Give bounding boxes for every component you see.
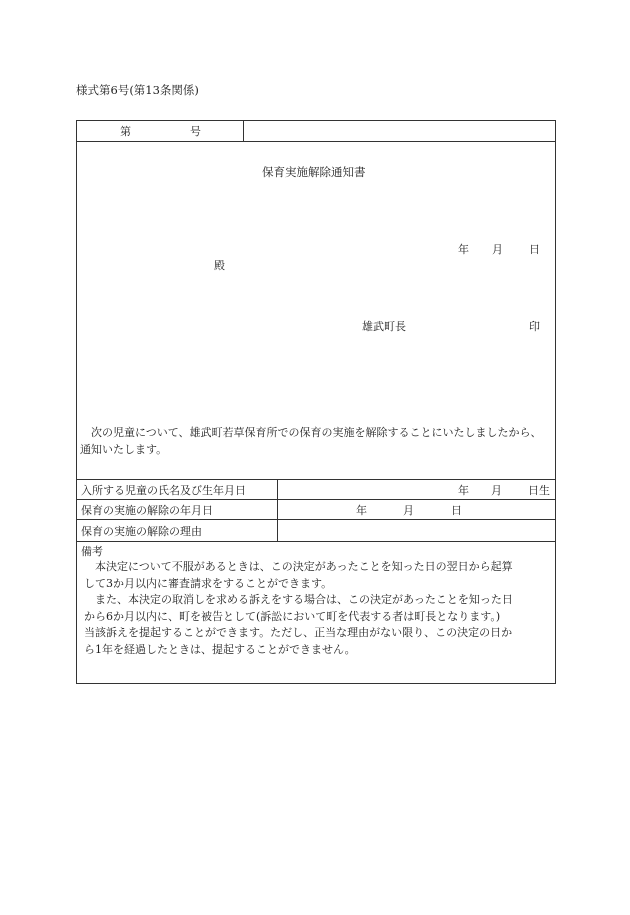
date-month-label: 月: [492, 243, 503, 256]
addressee-suffix: 殿: [214, 259, 225, 272]
remarks-line: また、本決定の取消しを求める訴えをする場合は、この決定があったことを知った日: [95, 593, 513, 606]
remarks-line: して3か月以内に審査請求をすることができます。: [84, 576, 333, 590]
row-child-birth-day: 日生: [528, 484, 550, 497]
row-cancel-day: 日: [451, 504, 462, 517]
table-line-2: [77, 519, 555, 520]
seal-mark: 印: [529, 320, 540, 333]
table-bottom-line: [77, 541, 555, 542]
remarks-line: ら1年を経過したときは、提起することができません。: [84, 642, 356, 656]
row-child-birth-year: 年: [458, 484, 469, 497]
notice-body-text: 次の児童について、雄武町若草保育所での保育の実施を解除することにいたしましたから、通知いたします。: [80, 426, 542, 456]
number-gou-label: 号: [190, 125, 201, 138]
remarks-line: 本決定について不服があるときは、この決定があったことを知った日の翌日から起算: [95, 560, 513, 573]
date-day-label: 日: [529, 243, 540, 256]
table-top-line: [77, 479, 555, 480]
row-child-birth-month: 月: [491, 484, 502, 497]
document-title: 保育実施解除通知書: [262, 165, 366, 179]
number-row-divider: [243, 121, 244, 141]
remarks-line: 当該訴えを提起することができます。ただし、正当な理由がない限り、この決定の日か: [84, 626, 513, 639]
table-column-divider: [277, 479, 278, 541]
number-row-bottom-line: [77, 141, 555, 142]
remarks-line: から6か月以内に、町を被告として(訴訟において町を代表する者は町長となります。): [84, 609, 501, 623]
form-number-label: 様式第6号(第13条関係): [76, 83, 199, 97]
row-cancel-date-label: 保育の実施の解除の年月日: [81, 504, 213, 517]
notice-form: [76, 120, 556, 684]
number-dai-label: 第: [120, 125, 131, 138]
table-line-1: [77, 499, 555, 500]
row-cancel-year: 年: [356, 504, 367, 517]
remarks-text: [84, 559, 513, 658]
row-cancel-reason-label: 保育の実施の解除の理由: [81, 525, 202, 538]
row-cancel-month: 月: [403, 504, 414, 517]
number-value-field[interactable]: [247, 123, 547, 139]
issuer-name: 雄武町長: [362, 320, 406, 333]
date-year-label: 年: [458, 243, 469, 256]
remarks-heading: 備考: [81, 545, 103, 558]
row-child-name-label: 入所する児童の氏名及び生年月日: [81, 484, 246, 497]
